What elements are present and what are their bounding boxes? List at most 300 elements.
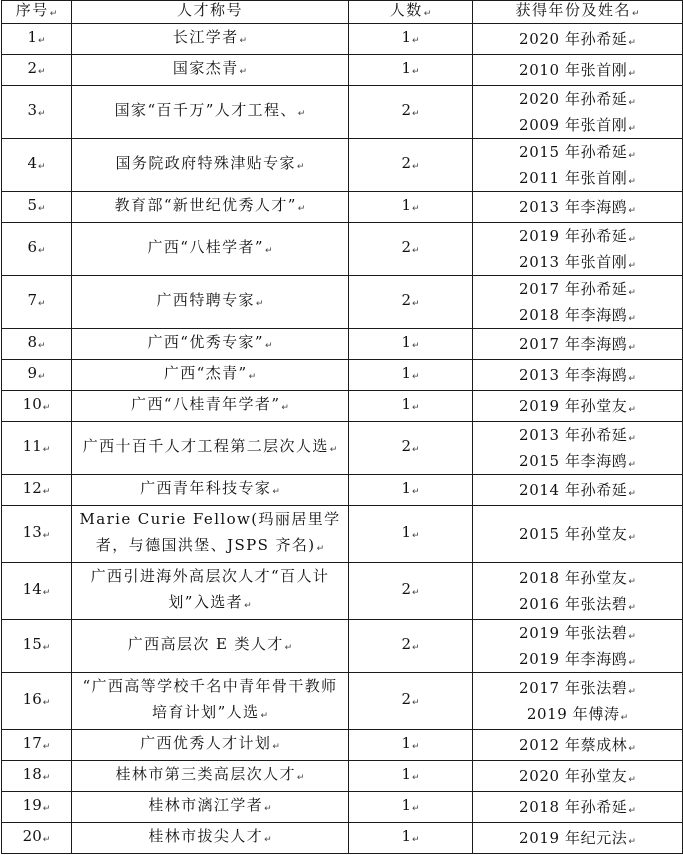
return-mark-icon: ↵ <box>284 643 293 653</box>
table-row <box>2 730 683 761</box>
talent-count-cell <box>349 761 473 792</box>
award-year-name: 2018 年李海鸥 <box>519 306 628 324</box>
talent-title-cell <box>72 761 349 792</box>
award-line <box>473 112 682 138</box>
talent-count-cell <box>349 422 473 475</box>
talent-count: 1 <box>401 765 411 783</box>
return-mark-icon: ↵ <box>38 36 46 46</box>
row-index-cell <box>2 792 72 823</box>
header-count: 人数↵ <box>349 0 473 21</box>
talent-count: 1 <box>401 734 411 752</box>
row-index-cell <box>2 761 72 792</box>
row-index: 8 <box>27 333 37 351</box>
award-line <box>473 448 682 474</box>
award-line <box>473 675 682 701</box>
talent-count: 1 <box>401 523 411 541</box>
row-index-cell <box>2 422 72 475</box>
award-year-name: 2019 年张法碧 <box>519 624 628 642</box>
talent-count-cell <box>349 55 473 86</box>
return-mark-icon: ↵ <box>38 204 46 214</box>
talent-count-cell <box>349 506 473 563</box>
return-mark-icon: ↵ <box>260 711 269 721</box>
award-year-name: 2019 年孙堂友 <box>519 397 628 415</box>
table-row <box>2 223 683 276</box>
return-mark-icon: ↵ <box>628 687 636 697</box>
return-mark-icon: ↵ <box>628 38 636 48</box>
talent-count: 1 <box>401 796 411 814</box>
table-row <box>2 823 683 854</box>
return-mark-icon: ↵ <box>38 341 46 351</box>
return-mark-icon: ↵ <box>38 109 46 119</box>
award-cell <box>473 761 683 792</box>
row-index: 15 <box>22 635 42 653</box>
talent-count-cell <box>349 192 473 223</box>
return-mark-icon: ↵ <box>628 261 636 271</box>
talent-title-cell <box>72 475 349 506</box>
return-mark-icon: ↵ <box>628 177 636 187</box>
return-mark-icon: ↵ <box>412 698 420 708</box>
row-index-cell <box>2 673 72 730</box>
award-line <box>473 223 682 249</box>
award-year-name: 2013 年张首刚 <box>519 253 628 271</box>
header-award: 获得年份及姓名↵ <box>473 0 683 21</box>
return-mark-icon: ↵ <box>42 487 51 497</box>
talent-count: 1 <box>401 59 411 77</box>
return-mark-icon: ↵ <box>297 109 306 119</box>
talent-title-cell <box>72 223 349 276</box>
row-index-cell <box>2 276 72 329</box>
return-mark-icon: ↵ <box>628 374 636 384</box>
return-mark-icon: ↵ <box>628 489 636 499</box>
award-line <box>473 362 682 388</box>
award-year-name: 2018 年孙希延 <box>519 798 628 816</box>
award-line <box>473 794 682 820</box>
award-year-name: 2013 年孙希延 <box>519 426 628 444</box>
return-mark-icon: ↵ <box>628 405 636 415</box>
talent-title: 国务院政府特殊津贴专家 <box>115 154 296 172</box>
return-mark-icon: ↵ <box>628 837 636 847</box>
award-line <box>473 565 682 591</box>
award-cell <box>473 86 683 139</box>
talent-title: 广西“优秀专家” <box>147 333 264 351</box>
talent-count-cell <box>349 360 473 391</box>
row-index: 18 <box>22 765 42 783</box>
return-mark-icon: ↵ <box>412 204 420 214</box>
return-mark-icon: ↵ <box>264 804 272 814</box>
return-mark-icon: ↵ <box>412 67 420 77</box>
talent-title-cell <box>72 24 349 55</box>
talent-count: 2 <box>401 437 411 455</box>
row-index: 7 <box>27 291 37 309</box>
award-year-name: 2020 年孙希延 <box>519 90 628 108</box>
return-mark-icon: ↵ <box>38 372 46 382</box>
table-row <box>2 360 683 391</box>
return-mark-icon: ↵ <box>265 341 273 351</box>
return-mark-icon: ↵ <box>42 835 51 845</box>
award-line <box>473 302 682 328</box>
talent-title-cell <box>72 86 349 139</box>
return-mark-icon: ↵ <box>42 403 51 413</box>
award-cell <box>473 823 683 854</box>
talent-count: 2 <box>401 238 411 256</box>
award-line <box>473 477 682 503</box>
table-row <box>2 620 683 673</box>
return-mark-icon: ↵ <box>628 658 636 668</box>
row-index: 9 <box>27 364 37 382</box>
talent-count-cell <box>349 563 473 620</box>
award-year-name: 2009 年张首刚 <box>519 116 628 134</box>
talent-title-cell <box>72 506 349 563</box>
return-mark-icon: ↵ <box>255 299 264 309</box>
talent-count-cell <box>349 475 473 506</box>
award-year-name: 2014 年孙希延 <box>519 481 628 499</box>
return-mark-icon: ↵ <box>412 531 420 541</box>
row-index: 14 <box>22 580 42 598</box>
row-index-cell <box>2 563 72 620</box>
award-cell <box>473 391 683 422</box>
return-mark-icon: ↵ <box>631 8 640 19</box>
return-mark-icon: ↵ <box>38 299 46 309</box>
return-mark-icon: ↵ <box>38 162 46 172</box>
return-mark-icon: ↵ <box>412 773 420 783</box>
award-year-name: 2013 年李海鸥 <box>519 366 628 384</box>
return-mark-icon: ↵ <box>628 206 636 216</box>
return-mark-icon: ↵ <box>628 98 636 108</box>
award-cell <box>473 422 683 475</box>
return-mark-icon: ↵ <box>628 69 636 79</box>
talent-count-cell <box>349 139 473 192</box>
award-cell <box>473 475 683 506</box>
table-row <box>2 192 683 223</box>
return-mark-icon: ↵ <box>628 775 636 785</box>
return-mark-icon: ↵ <box>412 403 420 413</box>
award-cell <box>473 506 683 563</box>
award-year-name: 2015 年孙希延 <box>519 143 628 161</box>
award-year-name: 2011 年张首刚 <box>519 169 628 187</box>
talent-title: 国家“百千万”人才工程、 <box>114 101 297 119</box>
award-line <box>473 701 682 727</box>
return-mark-icon: ↵ <box>412 643 420 653</box>
talent-title: 国家杰青 <box>172 59 239 77</box>
award-cell <box>473 360 683 391</box>
row-index: 17 <box>22 734 42 752</box>
talent-count: 2 <box>401 101 411 119</box>
table-row <box>2 673 683 730</box>
talent-count: 2 <box>401 580 411 598</box>
row-index-cell <box>2 24 72 55</box>
row-index: 10 <box>22 395 42 413</box>
return-mark-icon: ↵ <box>628 460 636 470</box>
table-row <box>2 329 683 360</box>
row-index-cell <box>2 475 72 506</box>
return-mark-icon: ↵ <box>265 246 273 256</box>
return-mark-icon: ↵ <box>244 601 252 611</box>
talent-title: 广西青年科技专家 <box>140 479 272 497</box>
award-line <box>473 165 682 191</box>
award-year-name: 2020 年孙希延 <box>519 30 628 48</box>
talent-title-cell <box>72 192 349 223</box>
talent-title-cell <box>72 139 349 192</box>
return-mark-icon: ↵ <box>628 533 636 543</box>
talent-title: 教育部“新世纪优秀人才” <box>114 196 297 214</box>
table-row <box>2 563 683 620</box>
table-row <box>2 276 683 329</box>
table-row <box>2 475 683 506</box>
row-index: 2 <box>27 59 37 77</box>
return-mark-icon: ↵ <box>297 204 306 214</box>
award-cell <box>473 620 683 673</box>
award-cell <box>473 223 683 276</box>
award-line <box>473 249 682 275</box>
talent-title-cell <box>72 276 349 329</box>
row-index: 4 <box>27 154 37 172</box>
return-mark-icon: ↵ <box>296 773 305 783</box>
talent-title: “广西高等学校千名中青年骨干教师培育计划”人选 <box>82 677 338 721</box>
award-line <box>473 86 682 112</box>
return-mark-icon: ↵ <box>272 742 280 752</box>
table-row <box>2 391 683 422</box>
return-mark-icon: ↵ <box>628 806 636 816</box>
talent-title-cell <box>72 792 349 823</box>
award-year-name: 2010 年张首刚 <box>519 61 628 79</box>
talent-count-cell <box>349 276 473 329</box>
award-cell <box>473 276 683 329</box>
table-row <box>2 422 683 475</box>
return-mark-icon: ↵ <box>423 8 432 19</box>
row-index-cell <box>2 55 72 86</box>
return-mark-icon: ↵ <box>628 577 636 587</box>
talent-title: 广西“八桂学者” <box>147 238 264 256</box>
award-cell <box>473 563 683 620</box>
return-mark-icon: ↵ <box>38 67 46 77</box>
table-row <box>2 506 683 563</box>
table-row <box>2 139 683 192</box>
row-index-cell <box>2 192 72 223</box>
row-index-cell <box>2 620 72 673</box>
row-index: 12 <box>22 479 42 497</box>
award-line <box>473 521 682 547</box>
return-mark-icon: ↵ <box>272 487 280 497</box>
award-cell <box>473 673 683 730</box>
award-year-name: 2015 年李海鸥 <box>519 452 628 470</box>
talent-count-cell <box>349 223 473 276</box>
award-cell <box>473 192 683 223</box>
award-year-name: 2017 年张法碧 <box>519 679 628 697</box>
return-mark-icon: ↵ <box>281 403 289 413</box>
return-mark-icon: ↵ <box>42 742 51 752</box>
award-year-name: 2019 年李海鸥 <box>519 650 628 668</box>
talent-title: 广西十百千人才工程第二层次人选 <box>82 437 329 455</box>
return-mark-icon: ↵ <box>628 603 636 613</box>
table-row <box>2 792 683 823</box>
talent-title: 桂林市第三类高层次人才 <box>115 765 296 783</box>
row-index: 3 <box>27 101 37 119</box>
table-row <box>2 55 683 86</box>
row-index-cell <box>2 823 72 854</box>
talent-count-cell <box>349 620 473 673</box>
talent-count: 1 <box>401 364 411 382</box>
row-index-cell <box>2 506 72 563</box>
award-line <box>473 646 682 672</box>
return-mark-icon: ↵ <box>412 742 420 752</box>
row-index-cell <box>2 730 72 761</box>
row-index: 13 <box>22 523 42 541</box>
talent-title: 桂林市拔尖人才 <box>148 827 264 845</box>
talent-title: 广西“杰青” <box>163 364 248 382</box>
row-index-cell <box>2 86 72 139</box>
row-index: 20 <box>22 827 42 845</box>
return-mark-icon: ↵ <box>49 8 58 19</box>
return-mark-icon: ↵ <box>412 246 420 256</box>
return-mark-icon: ↵ <box>42 698 51 708</box>
award-cell <box>473 792 683 823</box>
return-mark-icon: ↵ <box>296 162 305 172</box>
return-mark-icon: ↵ <box>628 434 636 444</box>
award-line <box>473 139 682 165</box>
talent-title-cell <box>72 563 349 620</box>
talent-count: 1 <box>401 28 411 46</box>
return-mark-icon: ↵ <box>620 713 629 723</box>
return-mark-icon: ↵ <box>316 544 325 554</box>
talent-title: Marie Curie Fellow(玛丽居里学者，与德国洪堡、JSPS 齐名) <box>79 510 341 554</box>
header-title: 人才称号 <box>72 0 349 21</box>
award-year-name: 2015 年孙堂友 <box>519 525 628 543</box>
return-mark-icon: ↵ <box>628 124 636 134</box>
talent-count-cell <box>349 86 473 139</box>
table-row <box>2 761 683 792</box>
talent-count: 1 <box>401 479 411 497</box>
talent-title: 桂林市漓江学者 <box>148 796 264 814</box>
award-year-name: 2017 年李海鸥 <box>519 335 628 353</box>
return-mark-icon: ↵ <box>628 744 636 754</box>
return-mark-icon: ↵ <box>239 36 248 46</box>
return-mark-icon: ↵ <box>412 299 420 309</box>
talent-count: 2 <box>401 690 411 708</box>
award-cell <box>473 139 683 192</box>
return-mark-icon: ↵ <box>239 67 248 77</box>
return-mark-icon: ↵ <box>412 162 420 172</box>
return-mark-icon: ↵ <box>412 109 420 119</box>
return-mark-icon: ↵ <box>412 341 420 351</box>
return-mark-icon: ↵ <box>264 835 272 845</box>
award-line <box>473 393 682 419</box>
talent-title-cell <box>72 620 349 673</box>
talent-count: 1 <box>401 333 411 351</box>
return-mark-icon: ↵ <box>42 773 51 783</box>
return-mark-icon: ↵ <box>42 588 51 598</box>
award-year-name: 2013 年李海鸥 <box>519 198 628 216</box>
talent-title-cell <box>72 329 349 360</box>
award-line <box>473 620 682 646</box>
talent-title-cell <box>72 823 349 854</box>
award-line <box>473 732 682 758</box>
talent-title: 广西引进海外高层次人才“百人计划”入选者 <box>90 567 330 611</box>
talent-title-cell <box>72 360 349 391</box>
return-mark-icon: ↵ <box>412 804 420 814</box>
award-line <box>473 26 682 52</box>
talent-count-cell <box>349 329 473 360</box>
return-mark-icon: ↵ <box>248 372 257 382</box>
talent-title: 广西特聘专家 <box>156 291 255 309</box>
award-year-name: 2019 年孙希延 <box>519 227 628 245</box>
award-line <box>473 276 682 302</box>
award-year-name: 2016 年张法碧 <box>519 595 628 613</box>
row-index: 5 <box>27 196 37 214</box>
talent-count-cell <box>349 792 473 823</box>
row-index: 6 <box>27 238 37 256</box>
return-mark-icon: ↵ <box>42 643 51 653</box>
talent-title-cell <box>72 422 349 475</box>
award-cell <box>473 55 683 86</box>
return-mark-icon: ↵ <box>412 372 420 382</box>
return-mark-icon: ↵ <box>628 314 636 324</box>
return-mark-icon: ↵ <box>329 445 338 455</box>
row-index: 11 <box>22 437 42 455</box>
return-mark-icon: ↵ <box>412 487 420 497</box>
talent-title-cell <box>72 391 349 422</box>
award-line <box>473 331 682 357</box>
table-row <box>2 86 683 139</box>
award-line <box>473 57 682 83</box>
talent-table <box>1 0 683 854</box>
return-mark-icon: ↵ <box>42 531 51 541</box>
talent-count-cell <box>349 24 473 55</box>
row-index-cell <box>2 223 72 276</box>
award-line <box>473 194 682 220</box>
row-index: 19 <box>22 796 42 814</box>
row-index: 1 <box>27 28 37 46</box>
award-year-name: 2012 年蔡成林 <box>519 736 628 754</box>
table-header-row <box>2 1 683 24</box>
award-year-name: 2019 年傅涛 <box>526 705 620 723</box>
talent-title-cell <box>72 55 349 86</box>
award-year-name: 2017 年孙希延 <box>519 280 628 298</box>
award-line <box>473 422 682 448</box>
award-line <box>473 591 682 617</box>
talent-count: 1 <box>401 827 411 845</box>
talent-count-cell <box>349 391 473 422</box>
return-mark-icon: ↵ <box>412 445 420 455</box>
return-mark-icon: ↵ <box>628 235 636 245</box>
award-cell <box>473 730 683 761</box>
talent-count: 2 <box>401 635 411 653</box>
talent-count-cell <box>349 730 473 761</box>
award-line <box>473 763 682 789</box>
talent-title: 广西“八桂青年学者” <box>131 395 281 413</box>
return-mark-icon: ↵ <box>42 804 51 814</box>
row-index: 16 <box>22 690 42 708</box>
talent-count: 1 <box>401 196 411 214</box>
return-mark-icon: ↵ <box>628 343 636 353</box>
return-mark-icon: ↵ <box>42 445 51 455</box>
return-mark-icon: ↵ <box>628 151 636 161</box>
return-mark-icon: ↵ <box>412 36 420 46</box>
table-body <box>2 24 683 854</box>
table-row <box>2 24 683 55</box>
header-index: 序号↵ <box>2 0 72 21</box>
row-index-cell <box>2 329 72 360</box>
talent-count-cell <box>349 823 473 854</box>
talent-count: 2 <box>401 291 411 309</box>
award-year-name: 2019 年纪元法 <box>519 829 628 847</box>
award-line <box>473 825 682 851</box>
award-cell <box>473 24 683 55</box>
talent-title: 广西高层次 E 类人才 <box>127 635 284 653</box>
return-mark-icon: ↵ <box>628 632 636 642</box>
talent-title: 广西优秀人才计划 <box>140 734 272 752</box>
award-year-name: 2020 年孙堂友 <box>519 767 628 785</box>
talent-count: 2 <box>401 154 411 172</box>
